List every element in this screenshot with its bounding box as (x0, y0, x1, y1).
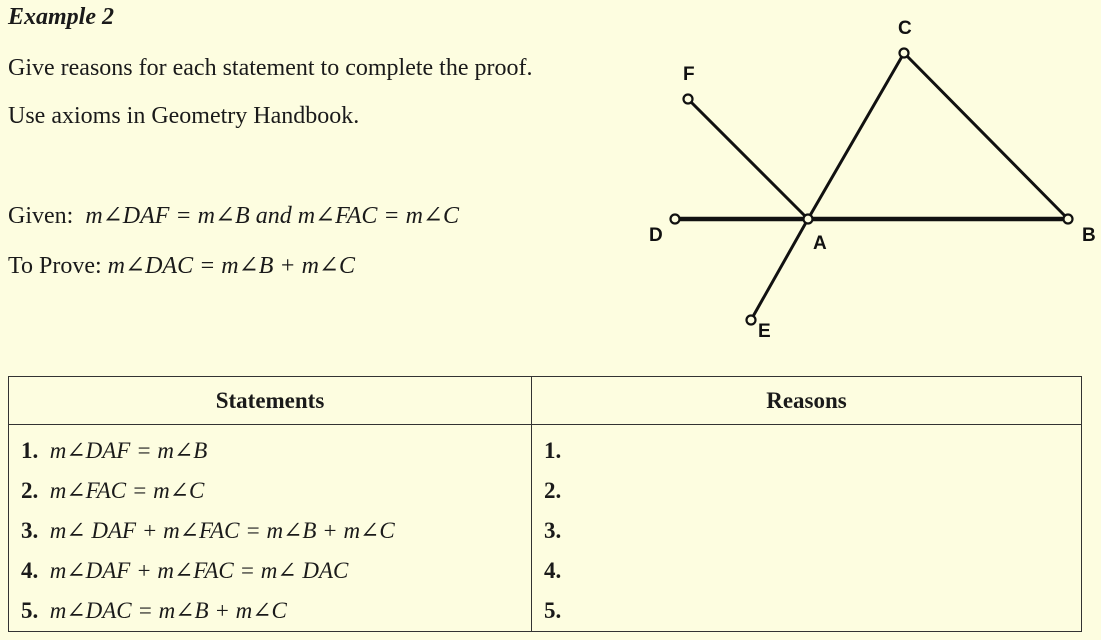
example-title: Example 2 (8, 4, 114, 30)
proof-header-row (9, 377, 1082, 425)
proof-row (9, 591, 1082, 632)
geometry-figure (640, 10, 1100, 350)
proof-table (8, 376, 1082, 632)
segment-ae (751, 219, 808, 320)
statement-cell (9, 511, 532, 551)
instruction-2: Use axioms in Geometry Handbook. (8, 103, 360, 129)
reason-number: 5. (544, 598, 562, 623)
endpoint-d (671, 215, 680, 224)
vertex-a (804, 215, 813, 224)
proof-row (9, 511, 1082, 551)
statement-number: 2. (21, 478, 39, 503)
reason-cell[interactable] (532, 425, 1082, 472)
prove-label: To Prove: (8, 253, 102, 279)
statement-number: 3. (21, 518, 39, 543)
statement-number: 5. (21, 598, 39, 623)
statement-number: 1. (21, 438, 39, 463)
label-f: F (683, 64, 695, 85)
prove-text: m∠DAC = m∠B + m∠C (107, 253, 356, 279)
statement-text: m∠DAF = m∠B (49, 438, 208, 463)
prove-statement (8, 251, 355, 280)
statement-text: m∠ DAF + m∠FAC = m∠B + m∠C (49, 518, 395, 543)
label-a: A (813, 233, 827, 254)
statement-cell (9, 591, 532, 632)
reason-cell[interactable] (532, 591, 1082, 632)
statement-cell (9, 471, 532, 511)
given-statement (8, 201, 459, 230)
statement-text: m∠DAC = m∠B + m∠C (49, 598, 287, 623)
proof-row (9, 551, 1082, 591)
reason-cell[interactable] (532, 511, 1082, 551)
segment-ac (808, 53, 904, 219)
segment-cb (904, 53, 1068, 219)
label-c: C (898, 18, 912, 39)
given-text: m∠DAF = m∠B and m∠FAC = m∠C (85, 203, 460, 229)
segment-fa (688, 99, 808, 219)
reason-number: 3. (544, 518, 562, 543)
reason-cell[interactable] (532, 471, 1082, 511)
endpoint-c (900, 49, 909, 58)
label-d: D (649, 225, 663, 246)
statement-text: m∠FAC = m∠C (49, 478, 205, 503)
reason-number: 1. (544, 438, 562, 463)
instruction-1: Give reasons for each statement to complete the proof. (8, 55, 533, 81)
endpoint-e (747, 316, 756, 325)
reason-number: 4. (544, 558, 562, 583)
given-label: Given: (8, 203, 74, 229)
endpoint-f (684, 95, 693, 104)
statement-text: m∠DAF + m∠FAC = m∠ DAC (49, 558, 349, 583)
statements-header: Statements (9, 377, 532, 425)
statement-number: 4. (21, 558, 39, 583)
label-e: E (758, 321, 771, 342)
label-b: B (1082, 225, 1096, 246)
reasons-header: Reasons (532, 377, 1082, 425)
proof-row (9, 425, 1082, 472)
endpoint-b (1064, 215, 1073, 224)
reason-cell[interactable] (532, 551, 1082, 591)
proof-row (9, 471, 1082, 511)
statement-cell (9, 551, 532, 591)
reason-number: 2. (544, 478, 562, 503)
statement-cell (9, 425, 532, 472)
